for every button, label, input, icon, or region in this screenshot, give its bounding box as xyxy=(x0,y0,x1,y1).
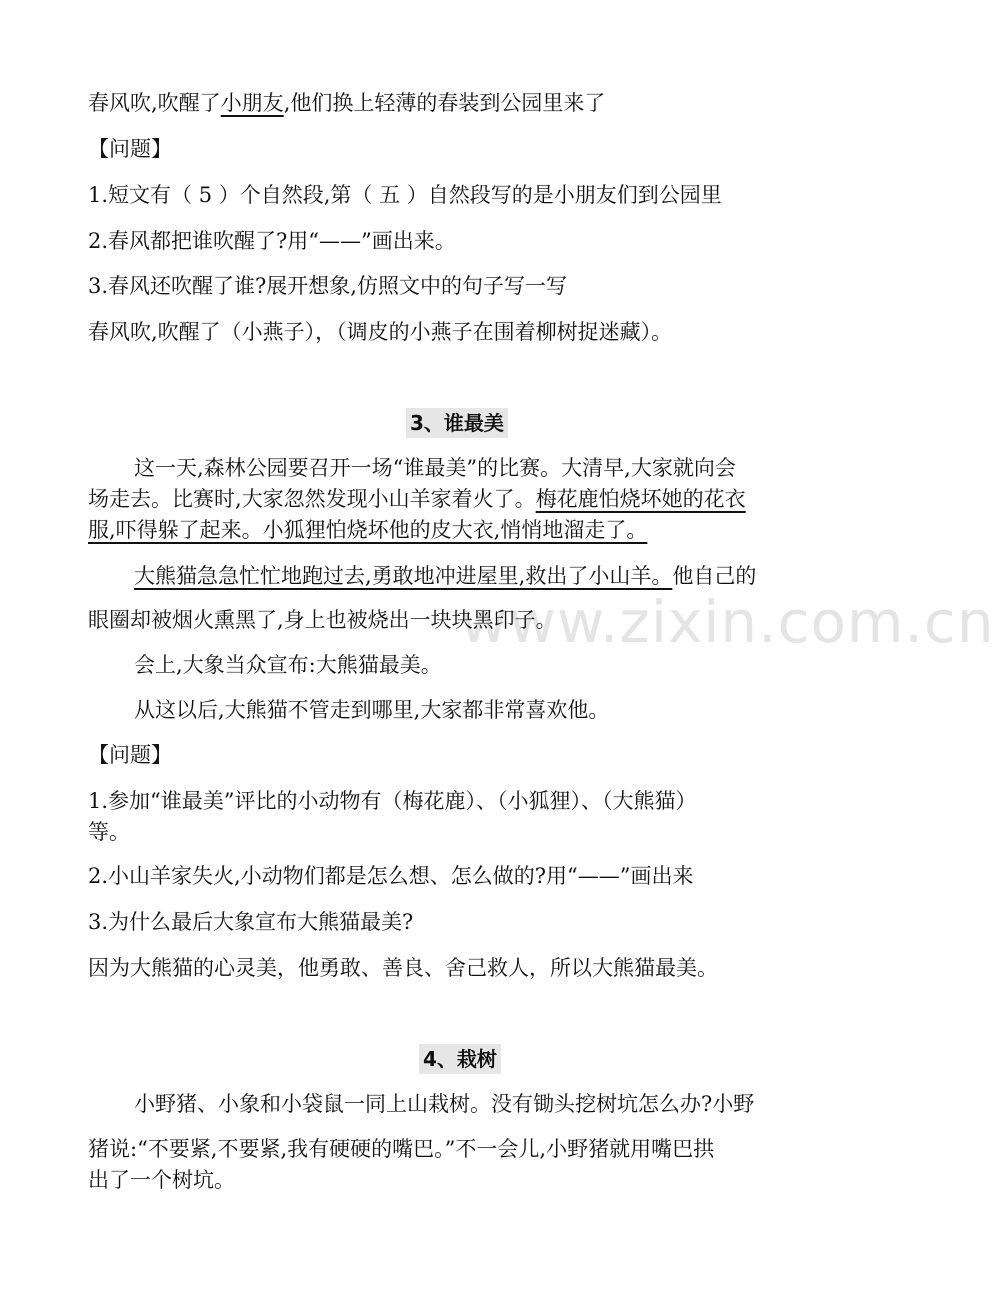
answer-text: 因为大熊猫的心灵美，他勇敢、善良、舍己救人，所以大熊猫最美。 xyxy=(88,956,718,980)
underlined-text: 大熊猫急急忙忙地跑过去,勇敢地冲进屋里,救出了小山羊。 xyxy=(134,564,673,588)
question-2: 2.小山羊家失火,小动物们都是怎么想、怎么做的?用“——”画出来 xyxy=(88,864,694,888)
text-line xyxy=(88,88,605,118)
text-segment: 他自己的 xyxy=(672,564,757,588)
paragraph-line: 小野猪、小象和小袋鼠一同上山栽树。没有锄头挖树坑怎么办?小野 xyxy=(134,1092,755,1116)
paragraph-line: 猪说:“不要紧,不要紧,我有硬硬的嘴巴。”不一会儿,小野猪就用嘴巴拱 xyxy=(88,1137,715,1161)
paragraph-line: 出了一个树坑。 xyxy=(88,1168,235,1192)
text-segment: 场走去。比赛时,大家忽然发现小山羊家着火了。 xyxy=(88,487,536,511)
paragraph-line xyxy=(134,561,756,591)
watermark: www.zixin.com.cn xyxy=(460,588,995,656)
paragraph-line: 这一天,森林公园要召开一场“谁最美”的比赛。大清早,大家就向会 xyxy=(134,456,736,480)
section-title: 4、栽树 xyxy=(419,1044,501,1074)
underlined-text: 服,吓得躲了起来。小狐狸怕烧坏他的皮大衣,悄悄地溜走了。 xyxy=(88,518,648,542)
paragraph-line xyxy=(88,484,746,514)
question-header: 【问题】 xyxy=(88,137,172,161)
underlined-text: 梅花鹿怕烧坏她的花衣 xyxy=(535,487,746,511)
section-title: 3、谁最美 xyxy=(406,408,508,438)
question-2: 2.春风都把谁吹醒了?用“——”画出来。 xyxy=(88,229,456,253)
paragraph-line: 会上,大象当众宣布:大熊猫最美。 xyxy=(134,653,442,677)
question-3: 3.为什么最后大象宣布大熊猫最美? xyxy=(88,910,414,934)
text-segment: ,他们换上轻薄的春装到公园里来了 xyxy=(283,91,606,115)
question-1-continued: 等。 xyxy=(88,820,130,844)
paragraph-line xyxy=(88,515,647,545)
question-header: 【问题】 xyxy=(88,743,172,767)
question-1: 1.短文有（ 5 ）个自然段,第（ 五 ）自然段写的是小朋友们到公园里 xyxy=(88,183,722,207)
question-3: 3.春风还吹醒了谁?展开想象,仿照文中的句子写一写 xyxy=(88,274,567,298)
answer-text: 春风吹,吹醒了（小燕子），（调皮的小燕子在围着柳树捉迷藏）。 xyxy=(88,320,673,344)
paragraph-line: 从这以后,大熊猫不管走到哪里,大家都非常喜欢他。 xyxy=(134,698,610,722)
text-segment: 春风吹,吹醒了 xyxy=(88,91,221,115)
underlined-text: 小朋友 xyxy=(220,91,284,115)
paragraph-line: 眼圈却被烟火熏黑了,身上也被烧出一块块黑印子。 xyxy=(88,608,557,632)
question-1: 1.参加“谁最美”评比的小动物有（梅花鹿）、（小狐狸）、（大熊猫） xyxy=(88,789,697,813)
